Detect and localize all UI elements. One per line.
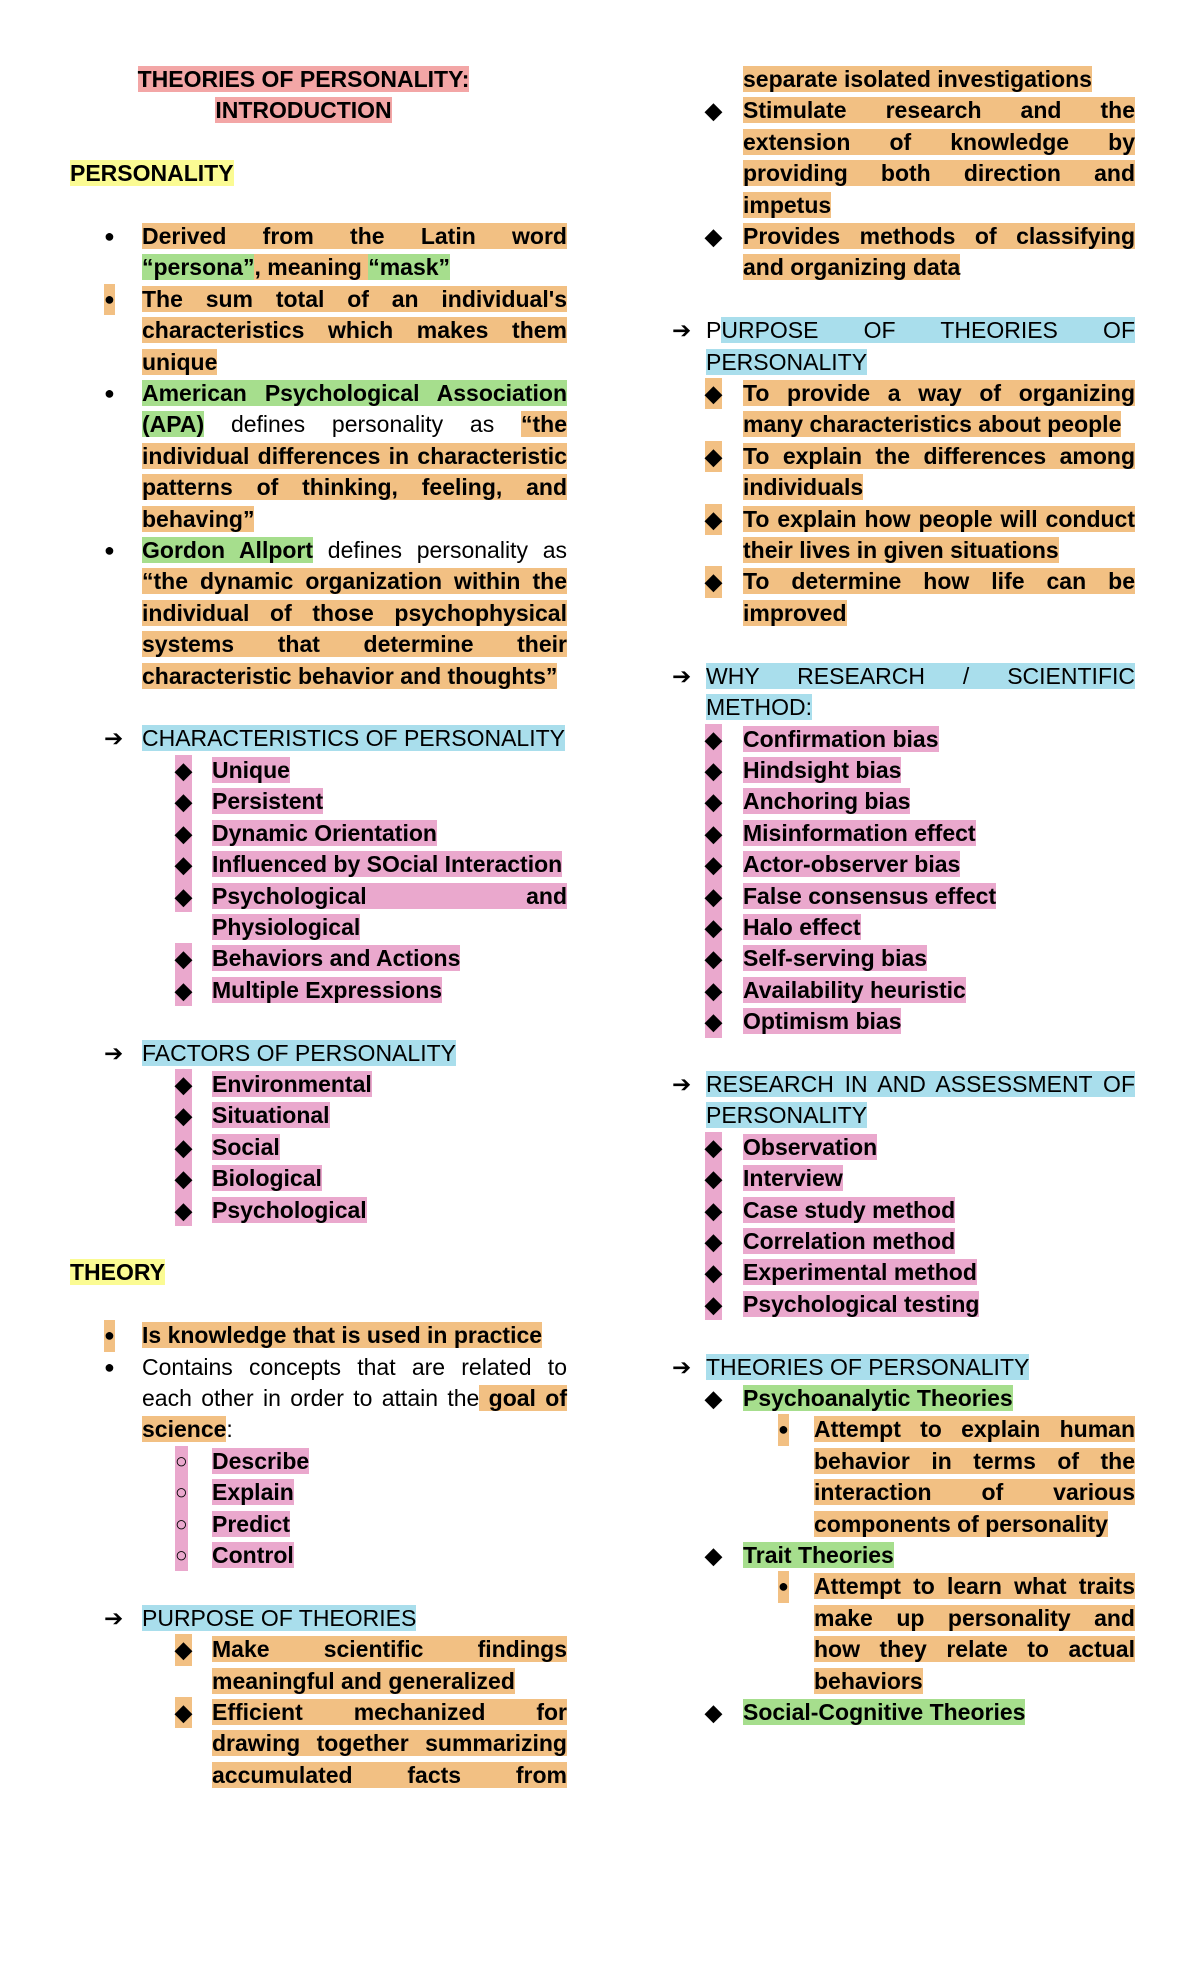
- list-item: [672, 1226, 1135, 1257]
- list-item: [70, 221, 567, 284]
- section-heading: [672, 1352, 1135, 1383]
- purpose-theories-heading: PURPOSE OF THEORIES: [142, 1604, 417, 1631]
- arrow-icon: ➔: [672, 662, 692, 689]
- diamond-icon: ◆: [175, 849, 192, 880]
- theory-heading: THEORY: [70, 1259, 165, 1286]
- item-text: Multiple Expressions: [212, 976, 443, 1003]
- arrow-icon: ➔: [672, 1353, 692, 1380]
- left-column: [70, 64, 567, 1791]
- item-text: Experimental method: [743, 1259, 977, 1286]
- diamond-icon: ◆: [175, 1069, 192, 1100]
- bullet-icon: ●: [778, 1571, 789, 1602]
- item-text: Observation: [743, 1133, 878, 1160]
- item-text: To determine how life can be improved: [743, 568, 1135, 626]
- list-item: [672, 441, 1135, 504]
- list-item: [672, 221, 1135, 284]
- list-item: [672, 755, 1135, 786]
- item-text: Psychoanalytic Theories: [743, 1385, 1013, 1411]
- list-item: [672, 849, 1135, 880]
- personality-heading-row: [70, 158, 567, 189]
- diamond-icon: ◆: [705, 1006, 722, 1037]
- factors-list: [70, 1069, 567, 1226]
- list-item: [672, 1163, 1135, 1194]
- bullet-icon: ●: [104, 383, 115, 404]
- list-item: [672, 1571, 1135, 1697]
- item-text: Misinformation effect: [743, 819, 976, 846]
- diamond-icon: ◆: [705, 786, 722, 817]
- why-research-heading: WHY RESEARCH / SCIENTIFIC METHOD:: [706, 662, 1135, 721]
- item-text: To explain how people will conduct their lives in given situations: [743, 505, 1135, 564]
- biases-list: [672, 724, 1135, 1038]
- goals-list: [70, 1446, 567, 1572]
- list-item: [70, 1509, 567, 1540]
- bullet-icon: ●: [104, 540, 115, 561]
- list-item: [672, 881, 1135, 912]
- item-text: Psychological testing: [743, 1290, 980, 1317]
- section-heading: [70, 1038, 567, 1069]
- list-item: [70, 1320, 567, 1351]
- heading-text: P: [706, 317, 722, 344]
- diamond-icon: ◆: [705, 224, 722, 250]
- item-text: Trait Theories: [743, 1542, 894, 1569]
- list-item: [672, 943, 1135, 974]
- diamond-icon: ◆: [705, 1257, 722, 1288]
- arrow-icon: ➔: [672, 1070, 692, 1097]
- item-text: Persistent: [212, 788, 324, 815]
- item-text: “the individual differences in characteristic patterns of thinking, feeling, and behaving”: [142, 411, 567, 532]
- list-item: [672, 1195, 1135, 1226]
- list-item: [672, 566, 1135, 629]
- characteristics-heading: CHARACTERISTICS OF PERSONALITY: [142, 725, 566, 752]
- item-text: Self-serving bias: [743, 945, 928, 972]
- diamond-icon: ◆: [705, 378, 722, 409]
- arrow-icon: ➔: [104, 1604, 124, 1631]
- list-item: [70, 1163, 567, 1194]
- diamond-icon: ◆: [175, 1163, 192, 1194]
- item-text: Psychological and Physiological: [212, 882, 567, 940]
- item-text: Attempt to explain human behavior in terms of the interaction of various components of personality: [814, 1416, 1135, 1537]
- factors-heading: FACTORS OF PERSONALITY: [142, 1039, 456, 1066]
- diamond-icon: ◆: [705, 1700, 722, 1726]
- item-text: Make scientific findings meaningful and generalized: [212, 1636, 567, 1694]
- item-text: Predict: [212, 1510, 290, 1537]
- title-line-2-row: [70, 95, 567, 126]
- section-heading: [70, 1603, 567, 1634]
- list-item: [672, 1257, 1135, 1288]
- item-text: Psychological: [212, 1196, 367, 1223]
- item-text: Explain: [212, 1479, 294, 1506]
- item-text: Provides methods of classifying and organizing data: [743, 223, 1135, 281]
- list-item: [672, 1383, 1135, 1414]
- title-line-2: INTRODUCTION: [215, 97, 392, 124]
- list-item: [70, 1100, 567, 1131]
- item-text: Actor-observer bias: [743, 851, 961, 878]
- list-item: [70, 1195, 567, 1226]
- diamond-icon: ◆: [705, 755, 722, 786]
- theory-heading-row: [70, 1257, 567, 1288]
- list-item: [70, 1477, 567, 1508]
- item-text: Interview: [743, 1165, 843, 1192]
- item-text: Correlation method: [743, 1227, 956, 1254]
- section-heading: [70, 723, 567, 754]
- list-item: [672, 504, 1135, 567]
- bullet-icon: ●: [778, 1414, 789, 1445]
- list-item: [672, 786, 1135, 817]
- item-text: Biological: [212, 1165, 322, 1192]
- item-text: Case study method: [743, 1196, 956, 1223]
- item-text: Environmental: [212, 1070, 372, 1097]
- item-text: The sum total of an individual's characteristics which makes them unique: [142, 285, 567, 375]
- item-text: False consensus effect: [743, 882, 997, 909]
- diamond-icon: ◆: [705, 1226, 722, 1257]
- item-text: To explain the differences among individuals: [743, 442, 1135, 501]
- item-text: separate isolated investigations: [743, 66, 1092, 92]
- bullet-icon: ●: [104, 226, 115, 246]
- item-text: Control: [212, 1542, 294, 1568]
- diamond-icon: ◆: [175, 975, 192, 1006]
- list-item: [70, 378, 567, 535]
- item-text: Anchoring bias: [743, 788, 911, 815]
- arrow-icon: ➔: [104, 725, 124, 752]
- item-text: Confirmation bias: [743, 725, 939, 752]
- list-item: [70, 881, 567, 944]
- right-column: [672, 64, 1135, 1728]
- item-text: Social-Cognitive Theories: [743, 1699, 1026, 1726]
- list-item: [672, 975, 1135, 1006]
- characteristics-list: [70, 755, 567, 1006]
- list-item: [672, 818, 1135, 849]
- diamond-icon: ◆: [705, 1132, 722, 1163]
- list-item: [70, 849, 567, 880]
- diamond-icon: ◆: [705, 1386, 722, 1411]
- item-text: defines personality as: [204, 411, 521, 438]
- list-item: [672, 1414, 1135, 1540]
- diamond-icon: ◆: [175, 943, 192, 974]
- item-text: “mask”: [368, 254, 451, 281]
- section-heading: [672, 661, 1135, 724]
- diamond-icon: ◆: [705, 1163, 722, 1194]
- list-item: [70, 1069, 567, 1100]
- diamond-icon: ◆: [705, 881, 722, 912]
- diamond-icon: ◆: [175, 1634, 192, 1665]
- item-text: To provide a way of organizing many characteristics about people: [743, 380, 1135, 438]
- item-text: :: [226, 1416, 233, 1443]
- list-item: [672, 912, 1135, 943]
- list-item: [672, 1006, 1135, 1037]
- item-text: Attempt to learn what traits make up personality and how they relate to actual behaviors: [814, 1573, 1135, 1694]
- list-item: [70, 1132, 567, 1163]
- item-text: Optimism bias: [743, 1008, 902, 1035]
- circle-icon: ○: [175, 1540, 188, 1571]
- item-text: Behaviors and Actions: [212, 945, 461, 972]
- document-title: [70, 64, 567, 95]
- list-item: [672, 1697, 1135, 1728]
- item-text: goal of science: [142, 1384, 567, 1443]
- diamond-icon: ◆: [175, 1697, 192, 1728]
- diamond-icon: ◆: [705, 849, 722, 880]
- list-item: [672, 1132, 1135, 1163]
- list-item: [70, 786, 567, 817]
- item-text: Stimulate research and the extension of knowledge by providing both direction and impetus: [743, 97, 1135, 218]
- list-item: [672, 95, 1135, 221]
- diamond-icon: ◆: [705, 975, 722, 1006]
- diamond-icon: ◆: [705, 504, 722, 535]
- bullet-icon: ●: [104, 284, 115, 315]
- item-text: “the dynamic organization within the individual of those psychophysical systems that determine their characteristic behavior and thoughts”: [142, 568, 567, 689]
- item-text: Dynamic Orientation: [212, 819, 437, 846]
- section-heading: [672, 1069, 1135, 1132]
- theories-personality-heading: THEORIES OF PERSONALITY: [706, 1353, 1030, 1380]
- diamond-icon: ◆: [175, 818, 192, 849]
- diamond-icon: ◆: [175, 755, 192, 786]
- item-text: Availability heuristic: [743, 976, 966, 1003]
- list-item: [70, 284, 567, 378]
- diamond-icon: ◆: [705, 724, 722, 755]
- list-item: [70, 1446, 567, 1477]
- diamond-icon: ◆: [705, 566, 722, 597]
- circle-icon: ○: [175, 1477, 188, 1508]
- diamond-icon: ◆: [175, 881, 192, 912]
- list-item: [70, 535, 567, 692]
- item-text: “persona”: [142, 254, 255, 281]
- bullet-icon: ●: [104, 1356, 115, 1377]
- list-item: [70, 818, 567, 849]
- item-text: Social: [212, 1133, 280, 1160]
- item-text: Is knowledge that is used in practice: [142, 1322, 543, 1349]
- list-item: [672, 378, 1135, 441]
- item-text: Contains concepts that are related to each other in order to attain the: [142, 1353, 567, 1411]
- list-item: [672, 1540, 1135, 1571]
- diamond-icon: ◆: [705, 1195, 722, 1226]
- item-text: Hindsight bias: [743, 756, 902, 783]
- list-item-continued: [672, 64, 1135, 95]
- item-text: defines personality as: [313, 537, 567, 564]
- diamond-icon: ◆: [705, 943, 722, 974]
- list-item: [672, 724, 1135, 755]
- circle-icon: ○: [175, 1509, 188, 1540]
- purposes-list: [672, 378, 1135, 629]
- item-text: Influenced by SOcial Interaction: [212, 851, 563, 878]
- arrow-icon: ➔: [672, 317, 692, 344]
- list-item: [70, 1697, 567, 1791]
- research-heading: RESEARCH IN AND ASSESSMENT OF PERSONALITY: [706, 1070, 1135, 1129]
- item-text: Describe: [212, 1447, 310, 1474]
- item-text: Halo effect: [743, 913, 861, 940]
- list-item: [70, 1352, 567, 1446]
- methods-list: [672, 1132, 1135, 1320]
- item-text: , meaning: [254, 254, 369, 281]
- item-text: American Psychological Association (APA): [142, 380, 567, 438]
- section-heading: [672, 315, 1135, 378]
- list-item: [70, 975, 567, 1006]
- list-item: [70, 1634, 567, 1697]
- personality-heading: PERSONALITY: [70, 160, 234, 187]
- diamond-icon: ◆: [705, 1289, 722, 1320]
- title-line-1: THEORIES OF PERSONALITY:: [137, 66, 470, 92]
- bullet-icon: ●: [104, 1320, 115, 1351]
- diamond-icon: ◆: [175, 1132, 192, 1163]
- item-text: Efficient mechanized for drawing together summarizing accumulated facts from: [212, 1699, 567, 1788]
- item-text: Derived from the Latin word: [142, 223, 567, 249]
- diamond-icon: ◆: [705, 98, 722, 124]
- item-text: Situational: [212, 1102, 330, 1129]
- list-item: [70, 1540, 567, 1571]
- diamond-icon: ◆: [705, 912, 722, 943]
- item-text: Gordon Allport: [142, 537, 314, 564]
- diamond-icon: ◆: [175, 786, 192, 817]
- arrow-icon: ➔: [104, 1039, 124, 1066]
- list-item: [70, 755, 567, 786]
- diamond-icon: ◆: [705, 818, 722, 849]
- diamond-icon: ◆: [705, 1543, 722, 1569]
- circle-icon: ○: [175, 1446, 188, 1477]
- list-item: [672, 1289, 1135, 1320]
- list-item: [70, 943, 567, 974]
- diamond-icon: ◆: [175, 1195, 192, 1226]
- diamond-icon: ◆: [705, 441, 722, 472]
- item-text: Unique: [212, 756, 290, 783]
- diamond-icon: ◆: [175, 1100, 192, 1131]
- purpose-personality-heading: URPOSE OF THEORIES OF PERSONALITY: [706, 317, 1135, 375]
